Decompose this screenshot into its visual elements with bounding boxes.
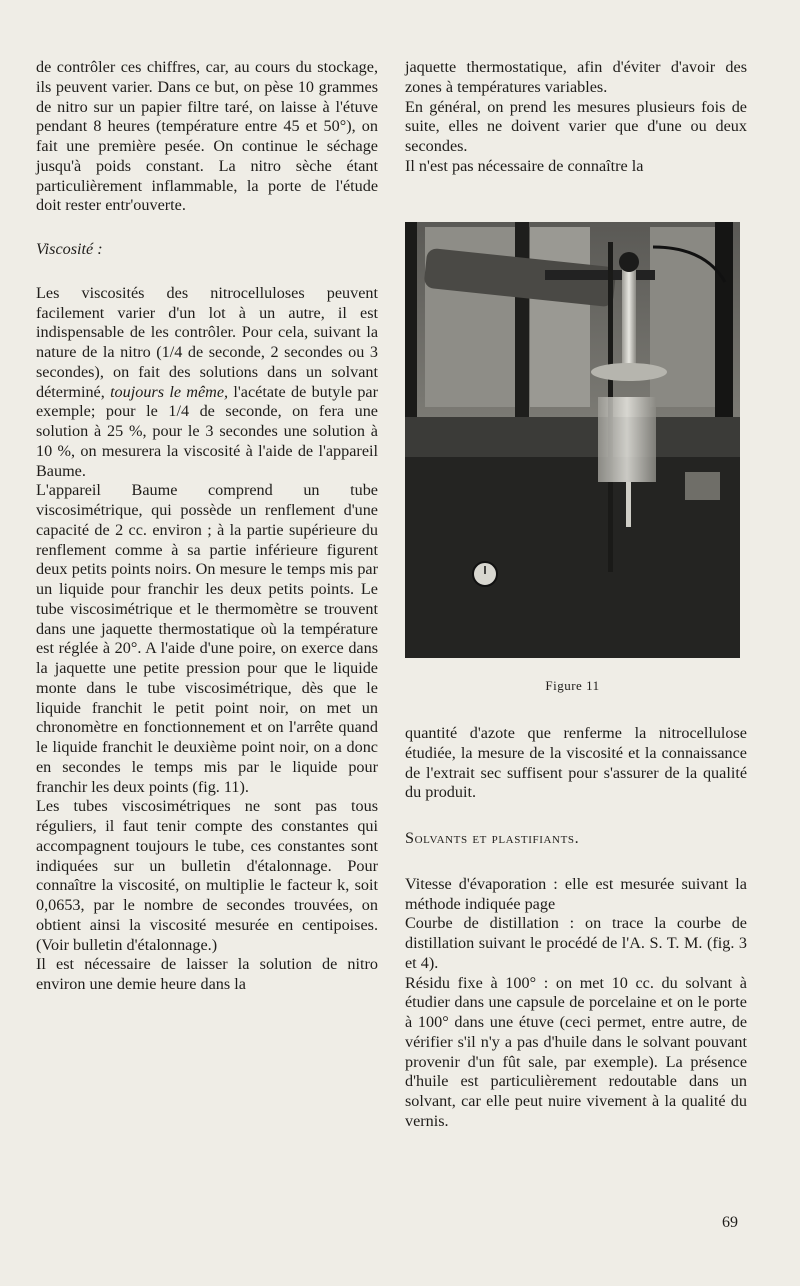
viscometer-photo-illustration <box>405 222 740 658</box>
paragraph-residu: Résidu fixe à 100° : on met 10 cc. du solvant à étudier dans une capsule de porcelaine et on le porte à 100° dans une étuve (ceci permet, entre autre, de vérifier s'il n'y a pas d'huile dans le solvant pouvant provenir d'un fût sale, par exemple). La présence d'huile est particulièrement redoutable dans un solvant, car elle peut nuire vivement à la qualité du vernis. <box>405 973 747 1130</box>
paragraph-drying: de contrôler ces chiffres, car, au cours du stockage, ils peuvent varier. Dans ce but, on pèse 10 grammes de nitro sur un papier filtre taré, on laisse à l'étuve pendant 8 heures (température entre 45 et 50°), on fait une première pesée. On continue le séchage jusqu'à poids constant. La nitro sèche étant particulièrement inflammable, la porte de l'étude doit rester entr'ouverte. <box>36 58 378 215</box>
paragraph-viscosity-intro-b: l'acétate de butyle par exemple; pour le 1/4 de seconde, on fera une solution à 25 %, pour le 3 secondes une solution à 10 %, on mesurera la viscosité à l'aide de l'appareil Baume. <box>36 382 378 480</box>
right-column-bottom <box>405 724 747 1132</box>
heading-viscosite: Viscosité : <box>36 240 103 258</box>
emphasis-toujours: toujours le même, <box>110 382 229 401</box>
paragraph-measures: En général, on prend les mesures plusieurs fois de suite, elles ne doivent varier que d'une ou deux secondes. <box>405 97 747 155</box>
figure-11-photo <box>405 222 740 658</box>
paragraph-calibration: Les tubes viscosimétriques ne sont pas tous réguliers, il faut tenir compte des constantes qui accompagnent toujours le tube, ces constantes sont indiquées sur un bulletin d'étalonnage. Pour connaître la viscosité, on multiplie le facteur k, soit 0,0653, par le nombre de secondes trouvées, on obtient ainsi la viscosité mesurée en centipoises. (Voir bulletin d'étalonnage.) <box>36 797 378 954</box>
heading-solvants: Solvants et plastifiants. <box>405 829 580 847</box>
paragraph-jacket: jaquette thermostatique, afin d'éviter d'avoir des zones à températures variables. <box>405 58 747 96</box>
figure-caption: Figure 11 <box>545 678 600 693</box>
paragraph-viscosity-intro <box>36 284 378 482</box>
right-column-top <box>405 58 747 177</box>
paragraph-not-necessary: Il n'est pas nécessaire de connaître la <box>405 156 644 175</box>
paragraph-distillation: Courbe de distillation : on trace la courbe de distillation suivant le procédé de l'A. S. T. M. (fig. 3 et 4). <box>405 914 747 972</box>
paragraph-azote: quantité d'azote que renferme la nitrocellulose étudiée, la mesure de la viscosité et la connaissance de l'extrait sec suffisent pour s'assurer de la qualité du produit. <box>405 724 747 802</box>
left-column <box>36 58 378 995</box>
page-number: 69 <box>722 1214 738 1231</box>
paragraph-baume-apparatus: L'appareil Baume comprend un tube viscosimétrique, qui possède un renflement d'une capacité de 2 cc. environ ; à la partie supérieure du renflement comme à sa partie inférieure figurent deux petits points noirs. On mesure le temps mis par un liquide pour franchir les deux petits points. Le tube viscosimétrique et le thermomètre se trouvent dans une jaquette thermostatique où la température est réglée à 20°. A l'aide d'une poire, on exerce dans la jaquette une petite pression pour que le liquide monte dans le tube viscosimétrique, dès que le liquide franchit le petit point noir, on met un chronomètre en fonctionnement et on l'arrête quand le liquide franchit le deuxième point noir, on a donc en secondes le temps mis par le liquide pour franchir les deux points (fig. 11). <box>36 481 378 796</box>
paragraph-evaporation: Vitesse d'évaporation : elle est mesurée suivant la méthode indiquée page <box>405 874 747 913</box>
paragraph-viscosity-intro-a: Les viscosités des nitrocelluloses peuvent facilement varier d'un lot à un autre, il est indispensable de les contrôler. Pour cela, suivant la nature de la nitro (1/4 de seconde, 2 secondes ou 3 secondes), on fait des solutions dans un solvant déterminé, <box>36 283 378 401</box>
paragraph-wait: Il est nécessaire de laisser la solution de nitro environ une demie heure dans la <box>36 955 378 993</box>
